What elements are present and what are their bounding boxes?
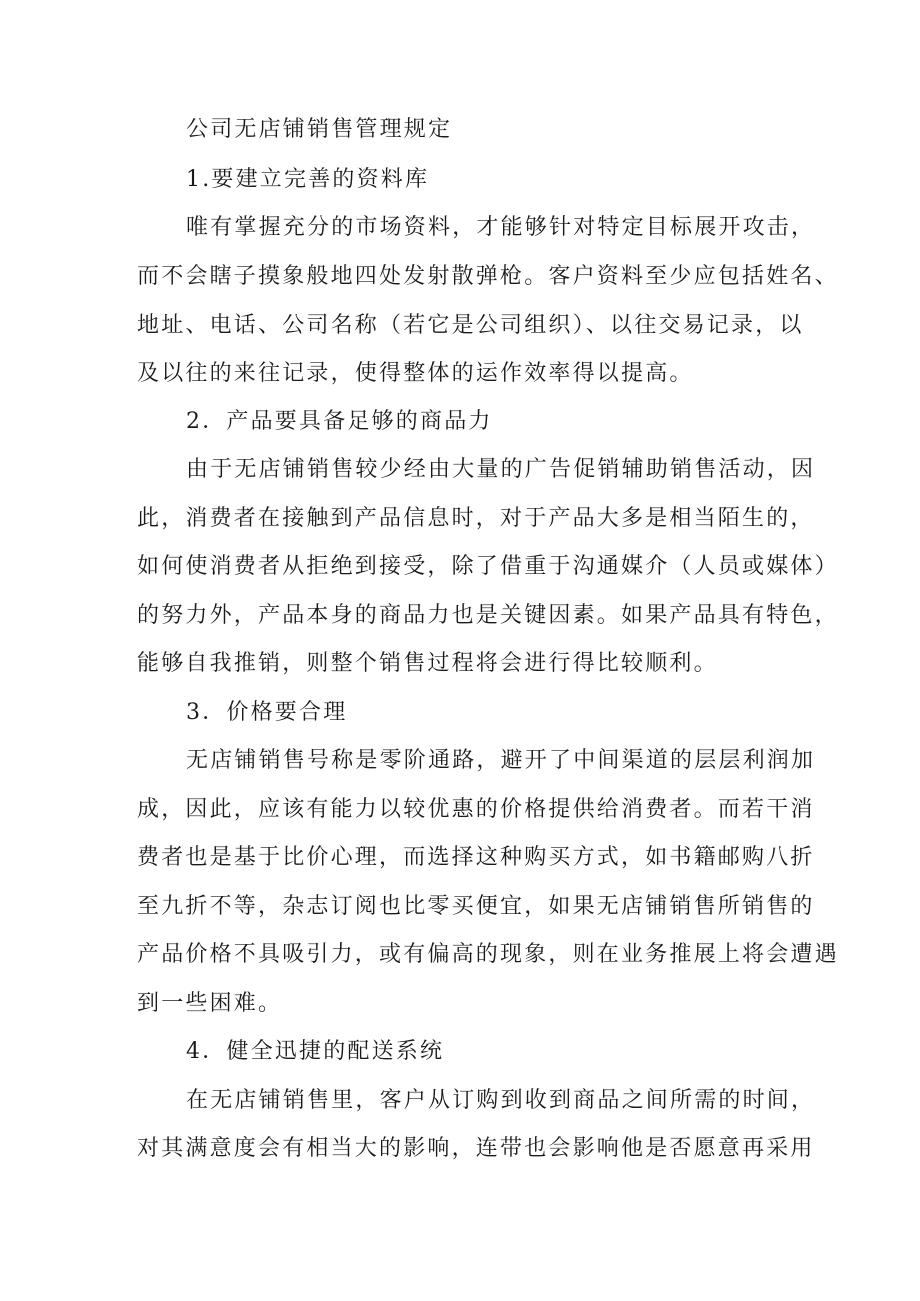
paragraph-3-line-6: 到一些困难。 [137,991,283,1016]
paragraph-2-line-4: 的努力外，产品本身的商品力也是关键因素。如果产品具有特色， [137,603,839,628]
paragraph-2-line-2: 此，消费者在接触到产品信息时，对于产品大多是相当陌生的， [137,506,815,531]
paragraph-1-line-3: 地址、电话、公司名称（若它是公司组织）、以往交易记录，以 [137,313,804,338]
paragraph-1-line-2: 而不会瞎子摸象般地四处发射散弹枪。客户资料至少应包括姓名、 [137,264,839,289]
paragraph-3-line-5: 产品价格不具吸引力，或有偏高的现象，则在业务推展上将会遭遇 [137,942,839,967]
paragraph-4-line-2: 对其满意度会有相当大的影响，连带也会影响他是否愿意再采用 [137,1136,815,1161]
paragraph-2-line-1: 由于无店铺销售较少经由大量的广告促销辅助销售活动，因 [186,457,816,482]
paragraph-3-line-1: 无店铺销售号称是零阶通路，避开了中间渠道的层层利润加 [186,748,816,773]
section-heading-4: 4．健全迅捷的配送系统 [186,1039,445,1064]
paragraph-3-line-2: 成，因此，应该有能力以较优惠的价格提供给消费者。而若干消 [137,797,815,822]
paragraph-3-line-3: 费者也是基于比价心理，而选择这种购买方式，如书籍邮购八折 [137,845,815,870]
document-title: 公司无店铺销售管理规定 [186,117,453,142]
paragraph-2-line-3: 如何使消费者从拒绝到接受，除了借重于沟通媒介（人员或媒体） [137,554,839,579]
section-heading-3: 3．价格要合理 [186,700,348,725]
paragraph-1-line-4: 及以往的来往记录，使得整体的运作效率得以提高。 [137,361,694,386]
paragraph-4-line-1: 在无店铺销售里，客户从订购到收到商品之间所需的时间， [186,1088,816,1113]
section-heading-1: 1.要建立完善的资料库 [186,167,430,192]
section-heading-2: 2．产品要具备足够的商品力 [186,409,493,434]
paragraph-1-line-1: 唯有掌握充分的市场资料，才能够针对特定目标展开攻击， [186,215,816,240]
paragraph-2-line-5: 能够自我推销，则整个销售过程将会进行得比较顺利。 [137,651,718,676]
paragraph-3-line-4: 至九折不等，杂志订阅也比零买便宜，如果无店铺销售所销售的 [137,894,815,919]
